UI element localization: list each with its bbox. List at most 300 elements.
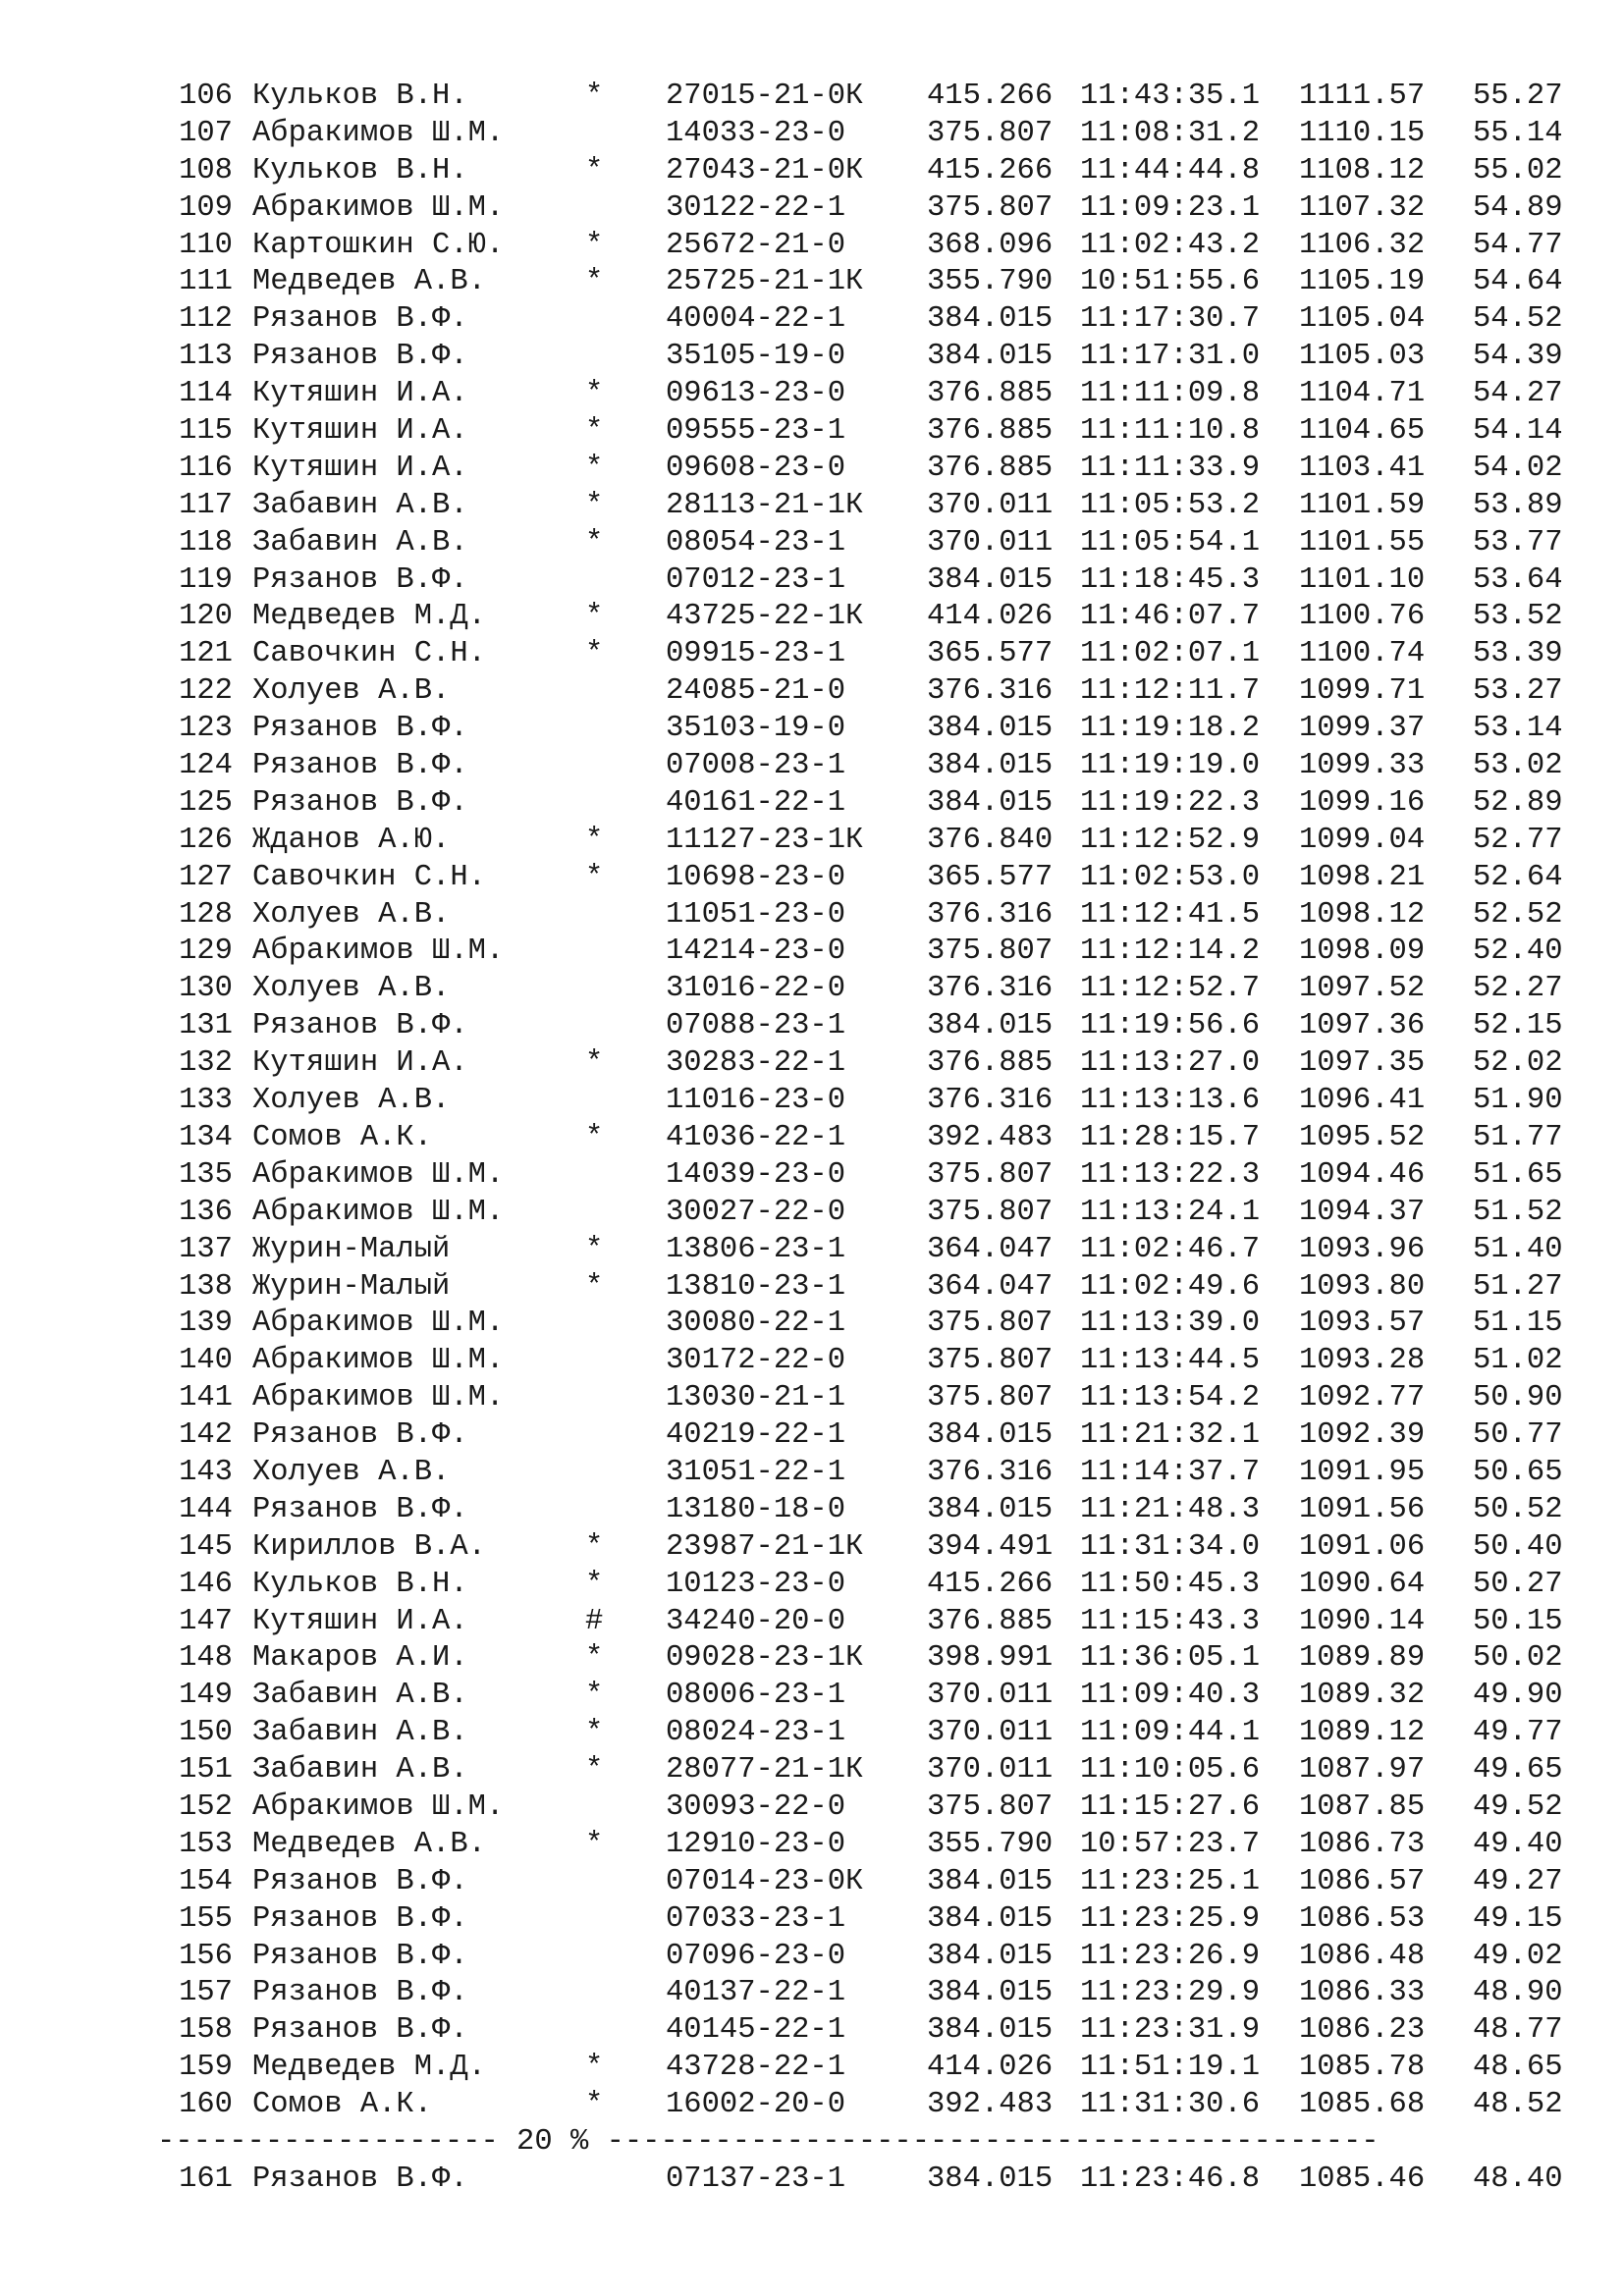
result-row <box>0 451 1624 488</box>
arrival-time: 11:23:26.9 <box>1080 1939 1261 1973</box>
ring-number: 10123-23-0 <box>666 1567 846 1601</box>
place-number: 156 <box>179 1939 233 1973</box>
place-number: 160 <box>179 2088 233 2122</box>
distance: 364.047 <box>927 1232 1054 1266</box>
fancier-name: Медведев А.В. <box>252 1827 486 1861</box>
fancier-name: Рязанов В.Ф. <box>252 785 468 820</box>
place-number: 159 <box>179 2051 233 2085</box>
speed: 1090.14 <box>1299 1604 1426 1638</box>
arrival-time: 11:12:52.9 <box>1080 823 1261 857</box>
result-row <box>0 190 1624 228</box>
fancier-name: Рязанов В.Ф. <box>252 1492 468 1526</box>
speed: 1091.95 <box>1299 1455 1426 1489</box>
fancier-name: Медведев М.Д. <box>252 600 486 634</box>
result-row <box>0 823 1624 860</box>
place-number: 122 <box>179 674 233 709</box>
distance: 376.316 <box>927 1455 1054 1489</box>
speed: 1086.73 <box>1299 1827 1426 1861</box>
ring-number: 40145-22-1 <box>666 2013 846 2048</box>
place-number: 141 <box>179 1381 233 1415</box>
arrival-time: 11:18:45.3 <box>1080 562 1261 597</box>
arrival-time: 11:13:13.6 <box>1080 1084 1261 1118</box>
distance: 375.807 <box>927 1344 1054 1378</box>
results-rows <box>0 79 1624 2124</box>
score: 50.15 <box>1473 1604 1563 1638</box>
arrival-time: 11:09:40.3 <box>1080 1679 1261 1713</box>
result-row <box>0 153 1624 190</box>
mark-symbol: * <box>585 1046 604 1081</box>
mark-symbol: * <box>585 265 604 299</box>
fancier-name: Абракимов Ш.М. <box>252 116 505 150</box>
fancier-name: Забавин А.В. <box>252 488 468 522</box>
score: 52.15 <box>1473 1009 1563 1043</box>
distance: 376.316 <box>927 674 1054 709</box>
score: 52.27 <box>1473 972 1563 1006</box>
result-row <box>0 1120 1624 1157</box>
ring-number: 07137-23-1 <box>666 2162 846 2196</box>
result-row <box>0 413 1624 451</box>
speed: 1105.04 <box>1299 302 1426 337</box>
ring-number: 28077-21-1К <box>666 1753 864 1788</box>
fancier-name: Сомов А.К. <box>252 2088 433 2122</box>
mark-symbol: * <box>585 2088 604 2122</box>
fancier-name: Кутяшин И.А. <box>252 377 468 411</box>
result-row <box>0 1901 1624 1939</box>
speed: 1093.96 <box>1299 1232 1426 1266</box>
place-number: 143 <box>179 1455 233 1489</box>
distance: 415.266 <box>927 153 1054 187</box>
distance: 384.015 <box>927 1418 1054 1453</box>
speed: 1104.71 <box>1299 377 1426 411</box>
distance: 384.015 <box>927 302 1054 337</box>
score: 52.64 <box>1473 860 1563 894</box>
distance: 375.807 <box>927 1307 1054 1341</box>
fancier-name: Сомов А.К. <box>252 1120 433 1154</box>
speed: 1093.57 <box>1299 1307 1426 1341</box>
result-row <box>0 525 1624 562</box>
fancier-name: Медведев М.Д. <box>252 2051 486 2085</box>
result-row <box>0 1417 1624 1455</box>
arrival-time: 11:02:53.0 <box>1080 860 1261 894</box>
ring-number: 30080-22-1 <box>666 1307 846 1341</box>
ring-number: 09555-23-1 <box>666 414 846 449</box>
speed: 1091.56 <box>1299 1492 1426 1526</box>
distance: 375.807 <box>927 190 1054 225</box>
score: 49.27 <box>1473 1864 1563 1898</box>
score: 49.02 <box>1473 1939 1563 1973</box>
mark-symbol: * <box>585 1827 604 1861</box>
score: 52.77 <box>1473 823 1563 857</box>
ring-number: 13180-18-0 <box>666 1492 846 1526</box>
arrival-time: 11:13:24.1 <box>1080 1195 1261 1229</box>
result-row <box>0 1455 1624 1492</box>
score: 50.52 <box>1473 1492 1563 1526</box>
score: 55.14 <box>1473 116 1563 150</box>
mark-symbol: * <box>585 1120 604 1154</box>
arrival-time: 11:10:05.6 <box>1080 1753 1261 1788</box>
result-row <box>0 1083 1624 1120</box>
speed: 1098.21 <box>1299 860 1426 894</box>
arrival-time: 11:05:53.2 <box>1080 488 1261 522</box>
place-number: 123 <box>179 712 233 746</box>
fancier-name: Макаров А.И. <box>252 1641 468 1676</box>
score: 51.27 <box>1473 1269 1563 1304</box>
mark-symbol: * <box>585 1232 604 1266</box>
score: 49.52 <box>1473 1789 1563 1824</box>
speed: 1086.53 <box>1299 1901 1426 1936</box>
distance: 384.015 <box>927 1976 1054 2010</box>
ring-number: 07033-23-1 <box>666 1901 846 1936</box>
distance: 376.316 <box>927 972 1054 1006</box>
fancier-name: Холуев А.В. <box>252 972 451 1006</box>
score: 52.52 <box>1473 897 1563 932</box>
ring-number: 28113-21-1К <box>666 488 864 522</box>
mark-symbol: * <box>585 600 604 634</box>
speed: 1085.46 <box>1299 2162 1426 2196</box>
result-row <box>0 599 1624 636</box>
result-row <box>0 264 1624 301</box>
speed: 1105.03 <box>1299 340 1426 374</box>
fancier-name: Абракимов Ш.М. <box>252 1381 505 1415</box>
result-row <box>0 636 1624 673</box>
distance: 384.015 <box>927 1864 1054 1898</box>
score: 54.39 <box>1473 340 1563 374</box>
score: 48.65 <box>1473 2051 1563 2085</box>
distance: 364.047 <box>927 1269 1054 1304</box>
score: 49.40 <box>1473 1827 1563 1861</box>
ring-number: 35105-19-0 <box>666 340 846 374</box>
fancier-name: Рязанов В.Ф. <box>252 1009 468 1043</box>
speed: 1098.09 <box>1299 934 1426 969</box>
result-row <box>0 1529 1624 1567</box>
arrival-time: 11:11:10.8 <box>1080 414 1261 449</box>
fancier-name: Кириллов В.А. <box>252 1529 486 1564</box>
arrival-time: 11:23:31.9 <box>1080 2013 1261 2048</box>
distance: 384.015 <box>927 1901 1054 1936</box>
score: 51.15 <box>1473 1307 1563 1341</box>
ring-number: 27043-21-0К <box>666 153 864 187</box>
place-number: 153 <box>179 1827 233 1861</box>
distance: 384.015 <box>927 1009 1054 1043</box>
ring-number: 11127-23-1К <box>666 823 864 857</box>
ring-number: 43725-22-1К <box>666 600 864 634</box>
arrival-time: 11:23:25.1 <box>1080 1864 1261 1898</box>
distance: 384.015 <box>927 785 1054 820</box>
score: 50.27 <box>1473 1567 1563 1601</box>
ring-number: 25725-21-1К <box>666 265 864 299</box>
result-row <box>0 1789 1624 1827</box>
fancier-name: Рязанов В.Ф. <box>252 1864 468 1898</box>
arrival-time: 11:36:05.1 <box>1080 1641 1261 1676</box>
ring-number: 40161-22-1 <box>666 785 846 820</box>
fancier-name: Абракимов Ш.М. <box>252 1195 505 1229</box>
arrival-time: 11:02:49.6 <box>1080 1269 1261 1304</box>
fancier-name: Рязанов В.Ф. <box>252 340 468 374</box>
distance: 415.266 <box>927 1567 1054 1601</box>
fancier-name: Рязанов В.Ф. <box>252 1901 468 1936</box>
arrival-time: 11:02:07.1 <box>1080 637 1261 671</box>
speed: 1104.65 <box>1299 414 1426 449</box>
fancier-name: Савочкин С.Н. <box>252 860 486 894</box>
place-number: 138 <box>179 1269 233 1304</box>
speed: 1086.57 <box>1299 1864 1426 1898</box>
speed: 1099.33 <box>1299 749 1426 783</box>
distance: 376.885 <box>927 377 1054 411</box>
score: 49.77 <box>1473 1716 1563 1750</box>
speed: 1107.32 <box>1299 190 1426 225</box>
arrival-time: 11:13:22.3 <box>1080 1157 1261 1192</box>
place-number: 128 <box>179 897 233 932</box>
distance: 365.577 <box>927 637 1054 671</box>
result-row <box>0 1045 1624 1083</box>
distance: 414.026 <box>927 2051 1054 2085</box>
arrival-time: 11:50:45.3 <box>1080 1567 1261 1601</box>
place-number: 130 <box>179 972 233 1006</box>
ring-number: 23987-21-1К <box>666 1529 864 1564</box>
ring-number: 25672-21-0 <box>666 228 846 262</box>
result-row <box>0 1008 1624 1045</box>
place-number: 158 <box>179 2013 233 2048</box>
result-row <box>0 1604 1624 1641</box>
score: 53.02 <box>1473 749 1563 783</box>
fancier-name: Забавин А.В. <box>252 1679 468 1713</box>
result-row <box>0 1752 1624 1789</box>
place-number: 134 <box>179 1120 233 1154</box>
place-number: 139 <box>179 1307 233 1341</box>
ring-number: 14033-23-0 <box>666 116 846 150</box>
result-row <box>0 1975 1624 2012</box>
arrival-time: 11:05:54.1 <box>1080 525 1261 560</box>
distance: 376.316 <box>927 1084 1054 1118</box>
score: 54.02 <box>1473 451 1563 485</box>
fancier-name: Абракимов Ш.М. <box>252 934 505 969</box>
arrival-time: 11:28:15.7 <box>1080 1120 1261 1154</box>
ring-number: 10698-23-0 <box>666 860 846 894</box>
result-row <box>0 562 1624 600</box>
speed: 1086.23 <box>1299 2013 1426 2048</box>
mark-symbol: * <box>585 1567 604 1601</box>
place-number: 114 <box>179 377 233 411</box>
arrival-time: 11:31:30.6 <box>1080 2088 1261 2122</box>
score: 49.90 <box>1473 1679 1563 1713</box>
speed: 1092.77 <box>1299 1381 1426 1415</box>
distance: 376.885 <box>927 414 1054 449</box>
place-number: 161 <box>179 2162 233 2196</box>
score: 49.15 <box>1473 1901 1563 1936</box>
place-number: 155 <box>179 1901 233 1936</box>
score: 52.40 <box>1473 934 1563 969</box>
score: 51.77 <box>1473 1120 1563 1154</box>
score: 53.27 <box>1473 674 1563 709</box>
fancier-name: Кульков В.Н. <box>252 80 468 113</box>
place-number: 142 <box>179 1418 233 1453</box>
fancier-name: Медведев А.В. <box>252 265 486 299</box>
score: 50.02 <box>1473 1641 1563 1676</box>
ring-number: 13030-21-1 <box>666 1381 846 1415</box>
distance: 375.807 <box>927 934 1054 969</box>
fancier-name: Кульков В.Н. <box>252 153 468 187</box>
distance: 384.015 <box>927 749 1054 783</box>
result-row <box>0 2087 1624 2124</box>
distance: 392.483 <box>927 1120 1054 1154</box>
speed: 1095.52 <box>1299 1120 1426 1154</box>
place-number: 125 <box>179 785 233 820</box>
place-number: 112 <box>179 302 233 337</box>
mark-symbol: # <box>585 1604 604 1638</box>
ring-number: 07008-23-1 <box>666 749 846 783</box>
score: 53.14 <box>1473 712 1563 746</box>
distance: 384.015 <box>927 1939 1054 1973</box>
arrival-time: 11:21:48.3 <box>1080 1492 1261 1526</box>
distance: 365.577 <box>927 860 1054 894</box>
fancier-name: Журин-Малый <box>252 1269 451 1304</box>
ring-number: 41036-22-1 <box>666 1120 846 1154</box>
place-number: 117 <box>179 488 233 522</box>
distance: 375.807 <box>927 116 1054 150</box>
fancier-name: Жданов А.Ю. <box>252 823 451 857</box>
result-row <box>0 1232 1624 1269</box>
arrival-time: 11:13:27.0 <box>1080 1046 1261 1081</box>
speed: 1111.57 <box>1299 80 1426 113</box>
place-number: 151 <box>179 1753 233 1788</box>
mark-symbol: * <box>585 377 604 411</box>
result-row <box>0 228 1624 265</box>
fancier-name: Холуев А.В. <box>252 1084 451 1118</box>
fancier-name: Абракимов Ш.М. <box>252 1307 505 1341</box>
ring-number: 12910-23-0 <box>666 1827 846 1861</box>
percent-divider: ------------------- 20 % ------------------------------------------- <box>157 2124 1380 2159</box>
distance: 375.807 <box>927 1789 1054 1824</box>
place-number: 113 <box>179 340 233 374</box>
ring-number: 40004-22-1 <box>666 302 846 337</box>
ring-number: 31051-22-1 <box>666 1455 846 1489</box>
distance: 370.011 <box>927 1753 1054 1788</box>
speed: 1100.76 <box>1299 600 1426 634</box>
mark-symbol: * <box>585 1269 604 1304</box>
result-row <box>0 1380 1624 1417</box>
mark-symbol: * <box>585 1679 604 1713</box>
ring-number: 35103-19-0 <box>666 712 846 746</box>
speed: 1101.10 <box>1299 562 1426 597</box>
distance: 384.015 <box>927 2162 1054 2196</box>
results-rows-after-divider <box>0 2162 1624 2199</box>
distance: 384.015 <box>927 712 1054 746</box>
place-number: 152 <box>179 1789 233 1824</box>
score: 54.14 <box>1473 414 1563 449</box>
distance: 384.015 <box>927 1492 1054 1526</box>
score: 51.65 <box>1473 1157 1563 1192</box>
score: 48.90 <box>1473 1976 1563 2010</box>
fancier-name: Забавин А.В. <box>252 1753 468 1788</box>
speed: 1101.55 <box>1299 525 1426 560</box>
mark-symbol: * <box>585 80 604 113</box>
fancier-name: Кутяшин И.А. <box>252 1604 468 1638</box>
speed: 1092.39 <box>1299 1418 1426 1453</box>
ring-number: 13806-23-1 <box>666 1232 846 1266</box>
result-row <box>0 301 1624 339</box>
result-row <box>0 1157 1624 1195</box>
ring-number: 09028-23-1К <box>666 1641 864 1676</box>
ring-number: 07014-23-0К <box>666 1864 864 1898</box>
speed: 1085.68 <box>1299 2088 1426 2122</box>
mark-symbol: * <box>585 1641 604 1676</box>
ring-number: 24085-21-0 <box>666 674 846 709</box>
ring-number: 30093-22-0 <box>666 1789 846 1824</box>
place-number: 124 <box>179 749 233 783</box>
mark-symbol: * <box>585 637 604 671</box>
result-row <box>0 1640 1624 1678</box>
ring-number: 31016-22-0 <box>666 972 846 1006</box>
mark-symbol: * <box>585 153 604 187</box>
ring-number: 09613-23-0 <box>666 377 846 411</box>
result-row <box>0 1306 1624 1343</box>
distance: 375.807 <box>927 1157 1054 1192</box>
result-row <box>0 2012 1624 2050</box>
arrival-time: 11:44:44.8 <box>1080 153 1261 187</box>
distance: 355.790 <box>927 1827 1054 1861</box>
score: 53.77 <box>1473 525 1563 560</box>
ring-number: 30283-22-1 <box>666 1046 846 1081</box>
place-number: 135 <box>179 1157 233 1192</box>
distance: 355.790 <box>927 265 1054 299</box>
ring-number: 07096-23-0 <box>666 1939 846 1973</box>
score: 53.52 <box>1473 600 1563 634</box>
score: 54.27 <box>1473 377 1563 411</box>
score: 50.90 <box>1473 1381 1563 1415</box>
mark-symbol: * <box>585 1529 604 1564</box>
ring-number: 09915-23-1 <box>666 637 846 671</box>
place-number: 116 <box>179 451 233 485</box>
arrival-time: 11:11:09.8 <box>1080 377 1261 411</box>
place-number: 126 <box>179 823 233 857</box>
arrival-time: 11:12:11.7 <box>1080 674 1261 709</box>
arrival-time: 11:12:14.2 <box>1080 934 1261 969</box>
mark-symbol: * <box>585 823 604 857</box>
fancier-name: Холуев А.В. <box>252 897 451 932</box>
percent-divider-row <box>0 2124 1624 2162</box>
fancier-name: Забавин А.В. <box>252 1716 468 1750</box>
arrival-time: 11:19:19.0 <box>1080 749 1261 783</box>
score: 50.65 <box>1473 1455 1563 1489</box>
place-number: 106 <box>179 80 233 113</box>
arrival-time: 11:46:07.7 <box>1080 600 1261 634</box>
speed: 1108.12 <box>1299 153 1426 187</box>
arrival-time: 11:31:34.0 <box>1080 1529 1261 1564</box>
fancier-name: Савочкин С.Н. <box>252 637 486 671</box>
result-row <box>0 1939 1624 1976</box>
distance: 376.840 <box>927 823 1054 857</box>
distance: 376.885 <box>927 451 1054 485</box>
mark-symbol: * <box>585 488 604 522</box>
mark-symbol: * <box>585 451 604 485</box>
ring-number: 08054-23-1 <box>666 525 846 560</box>
fancier-name: Рязанов В.Ф. <box>252 1939 468 1973</box>
result-row <box>0 673 1624 711</box>
place-number: 148 <box>179 1641 233 1676</box>
result-row <box>0 1864 1624 1901</box>
arrival-time: 11:02:46.7 <box>1080 1232 1261 1266</box>
arrival-time: 11:12:52.7 <box>1080 972 1261 1006</box>
speed: 1086.33 <box>1299 1976 1426 2010</box>
place-number: 120 <box>179 600 233 634</box>
result-row <box>0 1827 1624 1864</box>
score: 53.89 <box>1473 488 1563 522</box>
fancier-name: Абракимов Ш.М. <box>252 1789 505 1824</box>
fancier-name: Забавин А.В. <box>252 525 468 560</box>
place-number: 140 <box>179 1344 233 1378</box>
ring-number: 11051-23-0 <box>666 897 846 932</box>
place-number: 157 <box>179 1976 233 2010</box>
